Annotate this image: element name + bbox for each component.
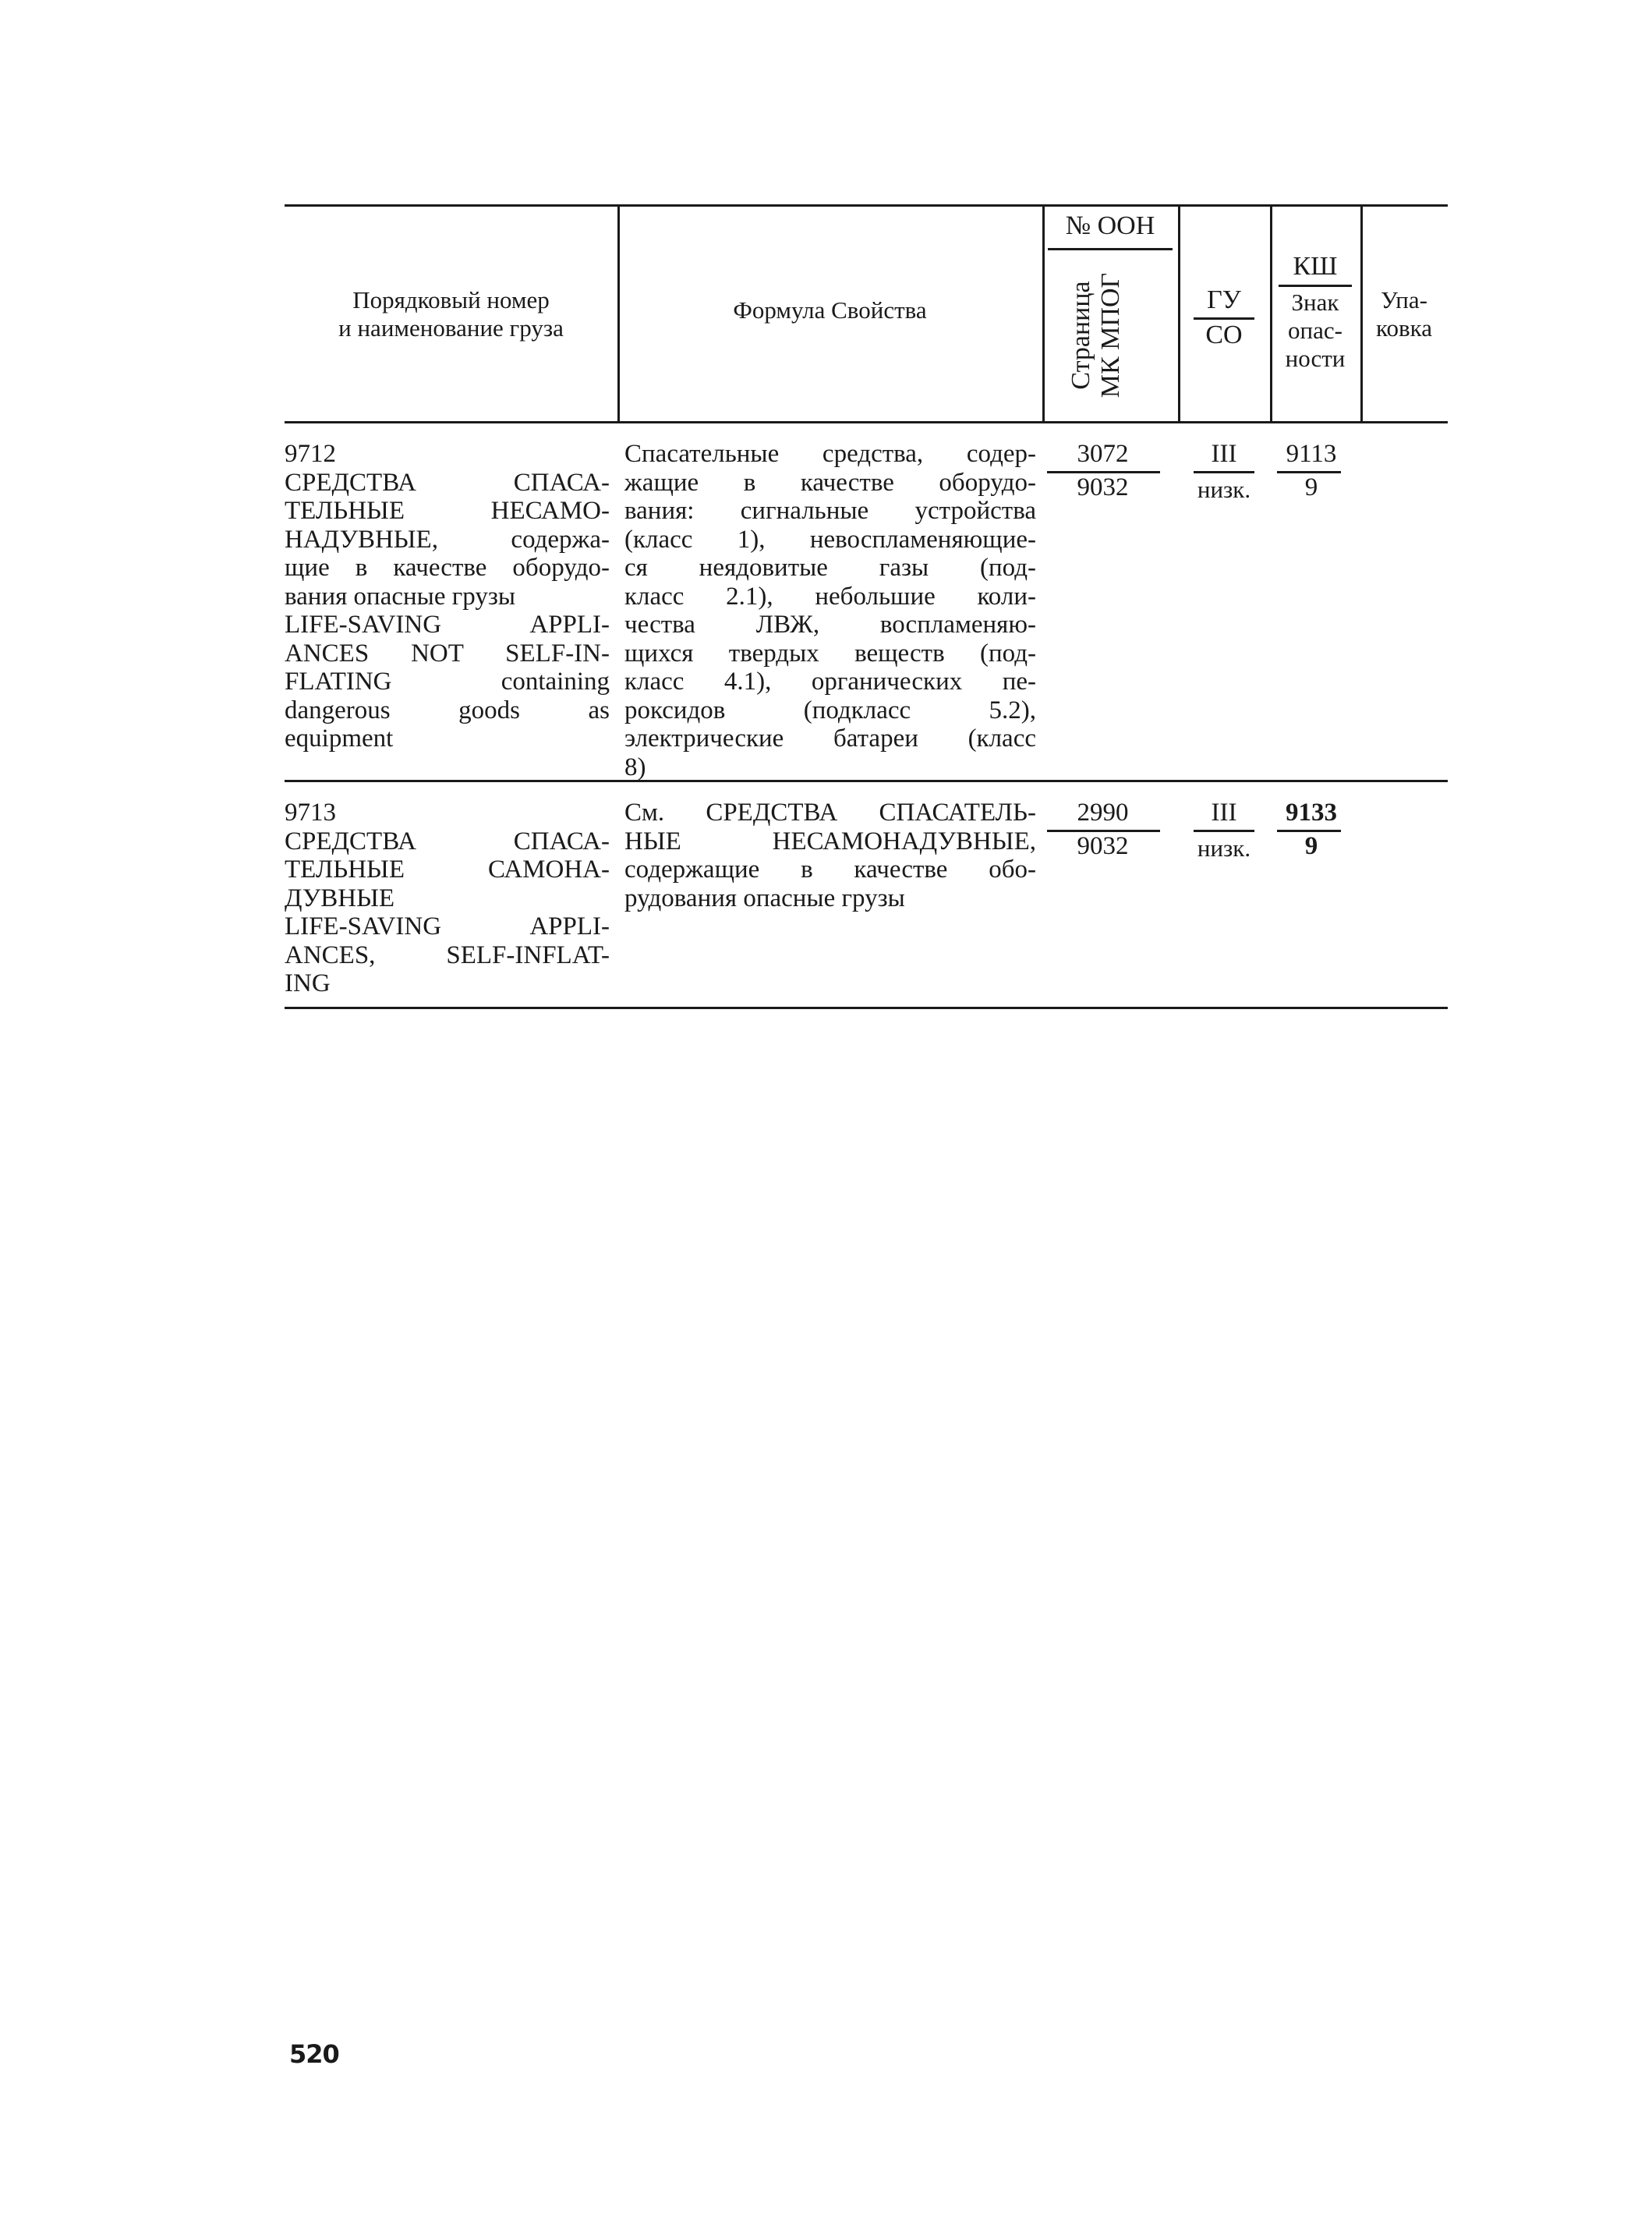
row-9712-gu: III — [1211, 440, 1237, 468]
header-gu-label: ГУ — [1207, 285, 1241, 314]
header-ksh-label: КШ — [1293, 252, 1338, 281]
row-9713-ksh: 9133 — [1286, 799, 1337, 827]
table-bottom-rule — [285, 1007, 1448, 1009]
header-gu-rule — [1194, 317, 1254, 320]
header-mk-page-label: Страница МК МПОГ — [1067, 272, 1125, 398]
row-9712-number: 9712 — [285, 440, 336, 468]
row-9712-description: Спасательные средства, содер- жащие в качестве оборудо- вания: сигнальные устройства (класс 1), невоспламеняющие- ся неядовитые газы (под- класс 2.1), небольшие коли- чества ЛВЖ, воспламеняю- щихся твердых веществ (под- класс 4.1), органических пе- роксидов (подкласс 5.2), электрические батареи (класс 8) — [624, 440, 1036, 781]
row-9713-name: 9713 СРЕДСТВА СПАСА- ТЕЛЬНЫЕ САМОНА- ДУВНЫЕ LIFE-SAVING APPLI- ANCES, SELF-INFLAT- ING — [285, 799, 610, 997]
row-9712-gu-rule — [1194, 471, 1254, 473]
row-9712-so: низк. — [1197, 476, 1251, 503]
row-9713-un-number: 2990 — [1077, 799, 1129, 827]
header-name-line-2: и наименование груза — [338, 314, 564, 342]
row-9713-gu: III — [1211, 799, 1237, 827]
row-9712-un-number: 3072 — [1077, 440, 1129, 468]
row-9713-so: низк. — [1197, 834, 1251, 862]
row-9713-mk-page: 9032 — [1077, 832, 1129, 860]
header-un-label: № ООН — [1065, 211, 1155, 240]
cargo-table — [285, 204, 1448, 1009]
header-so-label: СО — [1205, 321, 1243, 349]
row-9712-name: 9712 СРЕДСТВА СПАСА- ТЕЛЬНЫЕ НЕСАМО- НАДУВНЫЕ, содержа- щие в качестве оборудо- вания опасные грузы LIFE-SAVING APPLI- ANCES NOT SELF-IN- FLATING containing dangerous goods as equipment — [285, 440, 610, 753]
row-9713-description: См. СРЕДСТВА СПАСАТЕЛЬ- НЫЕ НЕСАМОНАДУВНЫЕ, содержащие в качестве обо- рудования опасные грузы — [624, 799, 1036, 912]
header-ksh-rule — [1279, 285, 1352, 287]
header-name-line-1: Порядковый номер — [352, 286, 550, 313]
row-9712-hazard-sign: 9 — [1304, 473, 1318, 501]
header-name-label — [285, 286, 617, 342]
row-9713-gu-rule — [1194, 830, 1254, 832]
row-9713-number: 9713 — [285, 799, 336, 827]
header-formula-label: Формула Свойства — [733, 296, 927, 324]
table-top-rule — [285, 204, 1448, 207]
header-un-rule — [1048, 248, 1173, 250]
row-9713-hazard-sign: 9 — [1304, 832, 1318, 860]
header-bottom-rule — [285, 421, 1448, 423]
header-hazard-sign-label: Знак опас- ности — [1285, 289, 1346, 372]
page-number: 520 — [289, 2039, 339, 2069]
row-9712-ksh: 9113 — [1286, 440, 1337, 468]
row-9712-mk-page: 9032 — [1077, 473, 1129, 501]
header-packing-label: Упа- ковка — [1376, 286, 1432, 342]
